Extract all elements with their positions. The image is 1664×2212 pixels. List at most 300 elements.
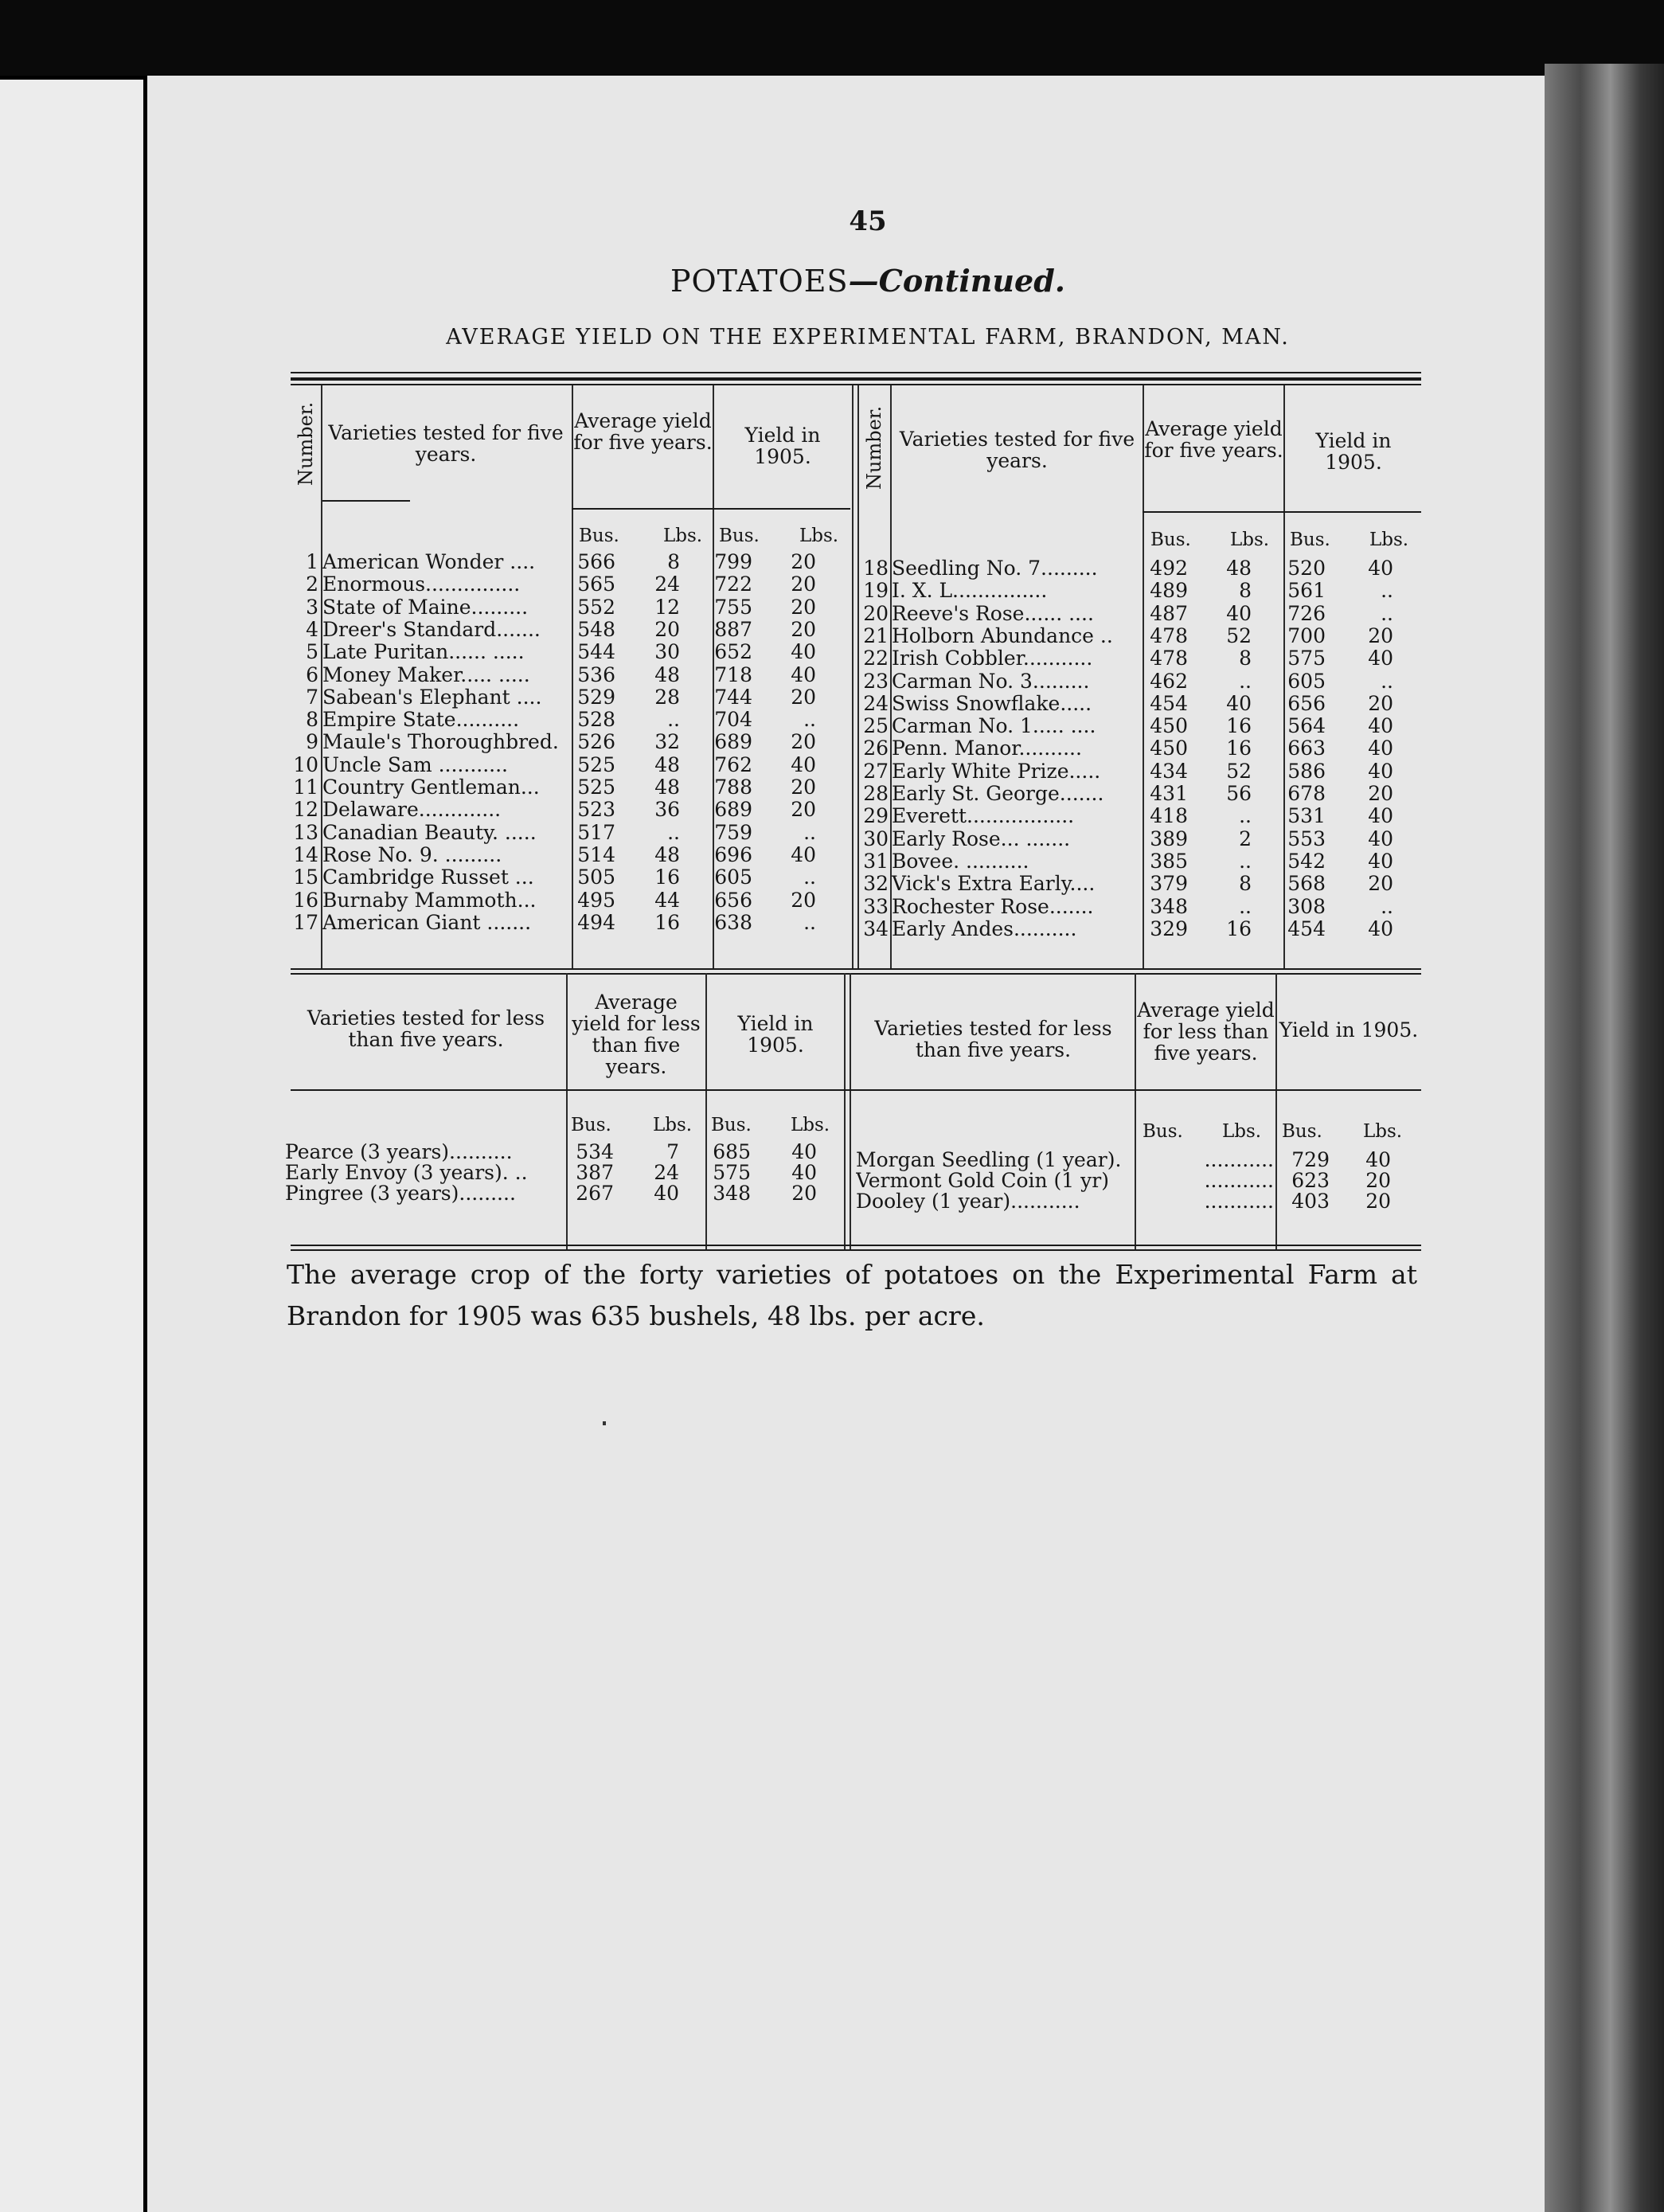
- table-row: [860, 580, 1425, 602]
- yield-lbs: 40: [1368, 804, 1393, 828]
- avg-lbs: 48: [1226, 557, 1252, 580]
- yield-lbs: 20: [791, 550, 816, 573]
- table-row: [860, 557, 1425, 580]
- avg-bushels: 431: [1150, 782, 1188, 805]
- table-row: [856, 1170, 1421, 1192]
- avg-lbs: 48: [654, 662, 680, 686]
- variety-name: American Wonder ....: [322, 551, 536, 573]
- variety-name: Burnaby Mammoth...: [322, 889, 537, 912]
- table-row: [287, 822, 852, 844]
- unit-bus: Bus.: [1150, 530, 1191, 550]
- table-row: [287, 619, 852, 641]
- avg-lbs: 48: [654, 776, 680, 799]
- header-less-left: Varieties tested for less than five years.: [307, 1006, 545, 1051]
- avg-bushels: 566: [577, 550, 615, 573]
- yield-lbs: ..: [803, 708, 816, 732]
- yield-bushels: 689: [714, 798, 752, 822]
- yield-lbs: 40: [1368, 557, 1393, 580]
- avg-lbs: 12: [654, 595, 680, 619]
- table-row: [860, 783, 1425, 805]
- row-number: 25: [863, 714, 889, 738]
- vline: [844, 973, 846, 1250]
- yield-lbs: 20: [1365, 1190, 1391, 1213]
- table-row: [860, 805, 1425, 827]
- avg-bushels: 565: [577, 573, 615, 596]
- yield-lbs: 20: [791, 776, 816, 799]
- unit-bus: Bus.: [1282, 1121, 1322, 1142]
- row-number: 29: [863, 804, 889, 828]
- row-number: 31: [863, 849, 889, 873]
- header-rule: [572, 508, 850, 510]
- avg-bushels: 489: [1150, 579, 1188, 603]
- yield-lbs: 40: [791, 662, 816, 686]
- yield-bushels: 586: [1287, 759, 1326, 783]
- unit-bus: Bus.: [1143, 1121, 1183, 1142]
- yield-lbs: 40: [1368, 827, 1393, 850]
- table-row: [287, 754, 852, 776]
- table-row: [287, 573, 852, 596]
- variety-name: Carman No. 1..... ....: [892, 715, 1096, 738]
- top-rule-1: [291, 372, 1421, 373]
- avg-bushels: 514: [577, 842, 615, 866]
- variety-name: Pearce (3 years)..........: [285, 1141, 513, 1163]
- avg-bushels: 528: [577, 708, 615, 732]
- yield-lbs: ..: [1381, 669, 1393, 693]
- table-row: [860, 715, 1425, 737]
- yield-bushels: 454: [1287, 916, 1326, 940]
- yield-bushels: 726: [1287, 601, 1326, 625]
- avg-bushels: 526: [577, 730, 615, 754]
- avg-lbs: 7: [666, 1140, 679, 1163]
- row-number: 2: [306, 573, 318, 596]
- avg-bushels: 536: [577, 662, 615, 686]
- row-number: 27: [863, 759, 889, 783]
- yield-bushels: 678: [1287, 782, 1326, 805]
- mid-rule-1: [291, 968, 1421, 970]
- avg-lbs: 32: [654, 730, 680, 754]
- avg-lbs: 48: [654, 842, 680, 866]
- table-row: [287, 664, 852, 686]
- yield-lbs: 40: [791, 842, 816, 866]
- avg-lbs: 16: [1226, 714, 1252, 738]
- variety-name: Seedling No. 7.........: [892, 557, 1098, 580]
- yield-lbs: 40: [791, 752, 816, 776]
- avg-lbs: 24: [654, 573, 680, 596]
- yield-bushels: 887: [714, 617, 752, 641]
- unit-bus: Bus.: [719, 526, 760, 546]
- avg-bushels: 525: [577, 752, 615, 776]
- avg-lbs: 28: [654, 685, 680, 709]
- row-number: 34: [863, 916, 889, 940]
- unit-bus: Bus.: [579, 526, 619, 546]
- book-edge: [1545, 64, 1664, 2212]
- unit-bus: Bus.: [1290, 530, 1330, 550]
- table-row: [860, 603, 1425, 625]
- yield-bushels: 564: [1287, 714, 1326, 738]
- yield-bushels: 623: [1291, 1169, 1330, 1192]
- table-row: [285, 1141, 842, 1163]
- avg-bushels: 495: [577, 888, 615, 912]
- yield-bushels: 696: [714, 842, 752, 866]
- unit-lbs: Lbs.: [653, 1115, 693, 1135]
- variety-name: Maule's Thoroughbred.: [322, 731, 559, 754]
- table-row: [856, 1149, 1421, 1171]
- avg-bushels: 525: [577, 776, 615, 799]
- avg-bushels: 478: [1150, 623, 1188, 647]
- yield-lbs: 40: [1368, 849, 1393, 873]
- row-number: 13: [293, 820, 318, 844]
- header-rule: [291, 1089, 1421, 1091]
- table-row: [860, 850, 1425, 873]
- avg-bushels: 494: [577, 910, 615, 934]
- table-row: [287, 551, 852, 573]
- yield-lbs: 40: [1368, 647, 1393, 670]
- row-number: 23: [863, 669, 889, 693]
- yield-bushels: 575: [1287, 647, 1326, 670]
- yield-bushels: 744: [714, 685, 752, 709]
- avg-bushels: 267: [576, 1182, 614, 1205]
- avg-lbs: 40: [1226, 601, 1252, 625]
- variety-name: Early Rose... .......: [892, 827, 1071, 850]
- avg-lbs: 8: [1239, 872, 1252, 896]
- yield-lbs: 40: [1368, 916, 1393, 940]
- avg-bushels: 529: [577, 685, 615, 709]
- avg-bushels: 505: [577, 866, 615, 889]
- unit-bus: Bus.: [711, 1115, 752, 1135]
- yield-bushels: 605: [1287, 669, 1326, 693]
- yield-bushels: 561: [1287, 579, 1326, 603]
- row-number: 17: [293, 910, 318, 934]
- avg-lbs: 8: [1239, 579, 1252, 603]
- unit-lbs: Lbs.: [1369, 530, 1409, 550]
- avg-lbs: 40: [1226, 691, 1252, 715]
- variety-name: Dreer's Standard.......: [322, 618, 541, 641]
- yield-lbs: 20: [791, 573, 816, 596]
- avg-lbs: ..: [667, 708, 680, 732]
- table-row: [860, 896, 1425, 918]
- avg-bushels: 552: [577, 595, 615, 619]
- variety-name: Delaware.............: [322, 799, 502, 822]
- avg-lbs: 2: [1239, 827, 1252, 850]
- avg-bushels: 462: [1150, 669, 1188, 693]
- row-number: 14: [293, 842, 318, 866]
- yield-bushels: 704: [714, 708, 752, 732]
- table-row: [287, 866, 852, 889]
- vline: [852, 385, 853, 968]
- yield-lbs: ..: [803, 910, 816, 934]
- row-number: 19: [863, 579, 889, 603]
- row-number: 5: [306, 640, 318, 664]
- page-subtitle: AVERAGE YIELD ON THE EXPERIMENTAL FARM, BRANDON, MAN.: [446, 325, 1290, 350]
- mid-rule-2: [291, 973, 1421, 975]
- ink-speck: [603, 1421, 606, 1425]
- unit-lbs: Lbs.: [1363, 1121, 1403, 1142]
- avg-bushels: 434: [1150, 759, 1188, 783]
- yield-lbs: 40: [791, 1161, 817, 1184]
- yield-lbs: 20: [791, 1182, 817, 1205]
- yield-lbs: 20: [1368, 782, 1393, 805]
- variety-name: Rose No. 9. .........: [322, 843, 502, 866]
- avg-lbs: 16: [1226, 737, 1252, 760]
- variety-name: Money Maker..... .....: [322, 663, 530, 686]
- header-rule: [322, 500, 410, 502]
- yield-lbs: 20: [1368, 691, 1393, 715]
- avg-bushels: ...........: [1204, 1169, 1274, 1192]
- yield-bushels: 759: [714, 820, 752, 844]
- avg-bushels: 379: [1150, 872, 1188, 896]
- header-yield-right: Yield in 1905.: [1315, 429, 1392, 474]
- vline: [850, 973, 851, 1250]
- avg-lbs: 16: [654, 910, 680, 934]
- table-row: [287, 596, 852, 619]
- table-row: [860, 918, 1425, 940]
- avg-lbs: 40: [654, 1182, 679, 1205]
- variety-name: Vick's Extra Early....: [892, 873, 1096, 896]
- yield-lbs: 40: [1368, 737, 1393, 760]
- table-row: [287, 641, 852, 663]
- yield-bushels: 638: [714, 910, 752, 934]
- yield-bushels: 308: [1287, 894, 1326, 918]
- yield-lbs: 20: [791, 617, 816, 641]
- avg-bushels: 492: [1150, 557, 1188, 580]
- variety-name: Early Andes..........: [892, 917, 1077, 940]
- header-five-years-left: Varieties tested for five years.: [328, 421, 564, 466]
- row-number: 24: [863, 691, 889, 715]
- variety-name: Morgan Seedling (1 year).: [856, 1149, 1122, 1171]
- row-number: 18: [863, 557, 889, 580]
- row-number: 6: [306, 662, 318, 686]
- avg-bushels: 548: [577, 617, 615, 641]
- variety-name: Penn. Manor..........: [892, 737, 1082, 760]
- row-number: 8: [306, 708, 318, 732]
- avg-bushels: 418: [1150, 804, 1188, 828]
- yield-bushels: 799: [714, 550, 752, 573]
- avg-bushels: 478: [1150, 647, 1188, 670]
- header-five-years-right: Varieties tested for five years.: [899, 428, 1135, 472]
- variety-name: I. X. L...............: [892, 580, 1048, 603]
- table-row: [860, 828, 1425, 850]
- variety-name: Early White Prize.....: [892, 760, 1101, 783]
- yield-lbs: 20: [791, 685, 816, 709]
- table-row: [287, 799, 852, 821]
- table-row: [860, 670, 1425, 693]
- table-row: [287, 731, 852, 753]
- yield-bushels: 656: [714, 888, 752, 912]
- yield-bushels: 729: [1291, 1148, 1330, 1171]
- row-number: 12: [293, 798, 318, 822]
- number-header-left: Number.: [295, 401, 317, 486]
- yield-bushels: 700: [1287, 623, 1326, 647]
- avg-lbs: ..: [1239, 669, 1252, 693]
- title-main: POTATOES: [670, 264, 849, 299]
- yield-bushels: 553: [1287, 827, 1326, 850]
- avg-lbs: ..: [667, 820, 680, 844]
- yield-bushels: 403: [1291, 1190, 1330, 1213]
- header-yield-less-left: Yield in 1905.: [737, 1012, 814, 1057]
- avg-lbs: 36: [654, 798, 680, 822]
- avg-lbs: ..: [1239, 804, 1252, 828]
- unit-lbs: Lbs.: [1230, 530, 1270, 550]
- variety-name: Swiss Snowflake.....: [892, 692, 1092, 715]
- variety-name: Reeve's Rose...... ....: [892, 602, 1094, 625]
- row-number: 16: [293, 888, 318, 912]
- avg-bushels: 450: [1150, 737, 1188, 760]
- variety-name: State of Maine.........: [322, 596, 529, 619]
- top-rule-3: [291, 384, 1421, 385]
- table-row: [285, 1182, 842, 1205]
- unit-lbs: Lbs.: [799, 526, 839, 546]
- avg-bushels: 517: [577, 820, 615, 844]
- table-row: [860, 737, 1425, 760]
- variety-name: Everett.................: [892, 805, 1075, 828]
- header-avg-less-left: Average yield for less than five years.: [572, 991, 701, 1078]
- facing-page-strip: [0, 80, 143, 2212]
- variety-name: Canadian Beauty. .....: [322, 821, 537, 844]
- variety-name: Holborn Abundance ..: [892, 624, 1113, 647]
- yield-lbs: 20: [791, 798, 816, 822]
- yield-lbs: 20: [791, 888, 816, 912]
- variety-name: American Giant .......: [322, 911, 532, 934]
- avg-bushels: 534: [576, 1140, 614, 1163]
- yield-lbs: 40: [791, 640, 816, 664]
- avg-bushels: ...........: [1204, 1190, 1274, 1213]
- table-row: [860, 647, 1425, 670]
- row-number: 11: [293, 776, 318, 799]
- yield-bushels: 722: [714, 573, 752, 596]
- avg-bushels: 348: [1150, 894, 1188, 918]
- yield-lbs: 20: [791, 730, 816, 754]
- row-number: 9: [306, 730, 318, 754]
- table-row: [287, 776, 852, 799]
- yield-lbs: 20: [1368, 623, 1393, 647]
- variety-name: Early Envoy (3 years). ..: [285, 1162, 528, 1184]
- avg-bushels: 523: [577, 798, 615, 822]
- variety-name: Bovee. ..........: [892, 850, 1029, 873]
- table-row: [285, 1162, 842, 1184]
- yield-lbs: ..: [1381, 579, 1393, 603]
- yield-lbs: 20: [1368, 872, 1393, 896]
- header-yield-less-right: Yield in 1905.: [1279, 1018, 1419, 1042]
- yield-lbs: ..: [1381, 601, 1393, 625]
- yield-bushels: 531: [1287, 804, 1326, 828]
- variety-name: Pingree (3 years).........: [285, 1182, 516, 1205]
- avg-lbs: 44: [654, 888, 680, 912]
- avg-lbs: 48: [654, 752, 680, 776]
- table-row: [860, 760, 1425, 783]
- avg-bushels: 487: [1150, 601, 1188, 625]
- avg-lbs: 24: [654, 1161, 679, 1184]
- yield-bushels: 762: [714, 752, 752, 776]
- variety-name: Carman No. 3.........: [892, 670, 1090, 693]
- bottom-rule-1: [291, 1245, 1421, 1246]
- avg-bushels: 385: [1150, 849, 1188, 873]
- variety-name: Rochester Rose.......: [892, 895, 1094, 918]
- avg-bushels: 454: [1150, 691, 1188, 715]
- variety-name: Early St. George.......: [892, 783, 1104, 805]
- row-number: 1: [306, 550, 318, 573]
- scan-top-border: [0, 0, 1664, 76]
- table-row: [287, 889, 852, 912]
- yield-bushels: 689: [714, 730, 752, 754]
- vline: [857, 385, 859, 968]
- table-row: [856, 1190, 1421, 1213]
- header-avg-five-right: Average yield for five years.: [1144, 417, 1283, 462]
- row-number: 33: [863, 894, 889, 918]
- avg-bushels: 329: [1150, 916, 1188, 940]
- number-header-right: Number.: [863, 405, 885, 490]
- variety-name: Enormous...............: [322, 573, 521, 596]
- yield-lbs: 20: [1365, 1169, 1391, 1192]
- yield-bushels: 755: [714, 595, 752, 619]
- avg-bushels: 450: [1150, 714, 1188, 738]
- header-avg-less-right: Average yield for less than five years.: [1137, 999, 1275, 1065]
- table-row: [860, 625, 1425, 647]
- summary-note: The average crop of the forty varieties of potatoes on the Experimental Farm at Brandon for 1905 was 635 bushels, 48 lbs. per acre.: [287, 1259, 1417, 1331]
- row-number: 7: [306, 685, 318, 709]
- header-yield-left: Yield in 1905.: [744, 424, 821, 468]
- table-row: [287, 709, 852, 731]
- avg-bushels: 544: [577, 640, 615, 664]
- row-number: 4: [306, 617, 318, 641]
- row-number: 15: [293, 866, 318, 889]
- variety-name: Cambridge Russet ...: [322, 866, 534, 889]
- yield-bushels: 656: [1287, 691, 1326, 715]
- table-row: [287, 686, 852, 709]
- row-number: 10: [293, 752, 318, 776]
- yield-bushels: 575: [713, 1161, 751, 1184]
- yield-bushels: 685: [713, 1140, 751, 1163]
- avg-lbs: 30: [654, 640, 680, 664]
- bottom-rule-2: [291, 1249, 1421, 1251]
- header-rule: [1143, 511, 1421, 513]
- variety-name: Vermont Gold Coin (1 yr): [856, 1170, 1109, 1192]
- row-number: 30: [863, 827, 889, 850]
- yield-bushels: 348: [713, 1182, 751, 1205]
- avg-lbs: ..: [1239, 849, 1252, 873]
- yield-bushels: 542: [1287, 849, 1326, 873]
- row-number: 28: [863, 782, 889, 805]
- row-number: 32: [863, 872, 889, 896]
- yield-bushels: 718: [714, 662, 752, 686]
- row-number: 22: [863, 647, 889, 670]
- yield-bushels: 568: [1287, 872, 1326, 896]
- yield-lbs: 20: [791, 595, 816, 619]
- header-avg-five-left: Average yield for five years.: [573, 409, 713, 454]
- yield-bushels: 663: [1287, 737, 1326, 760]
- variety-name: Dooley (1 year)...........: [856, 1190, 1080, 1213]
- avg-lbs: ..: [1239, 894, 1252, 918]
- avg-lbs: 52: [1226, 623, 1252, 647]
- avg-lbs: 20: [654, 617, 680, 641]
- variety-name: Uncle Sam ...........: [322, 753, 509, 776]
- title-continued: —Continued.: [848, 263, 1066, 299]
- header-less-right: Varieties tested for less than five years.: [874, 1017, 1112, 1061]
- avg-lbs: 16: [1226, 916, 1252, 940]
- yield-lbs: 40: [1368, 714, 1393, 738]
- yield-lbs: 40: [791, 1140, 817, 1163]
- yield-lbs: ..: [1381, 894, 1393, 918]
- yield-lbs: 40: [1368, 759, 1393, 783]
- avg-bushels: 389: [1150, 827, 1188, 850]
- table-row: [287, 912, 852, 934]
- yield-lbs: 40: [1365, 1148, 1391, 1171]
- table-row: [860, 693, 1425, 715]
- row-number: 3: [306, 595, 318, 619]
- variety-name: Sabean's Elephant ....: [322, 686, 542, 709]
- table-row: [287, 844, 852, 866]
- variety-name: Empire State..........: [322, 709, 520, 732]
- avg-lbs: 8: [667, 550, 680, 573]
